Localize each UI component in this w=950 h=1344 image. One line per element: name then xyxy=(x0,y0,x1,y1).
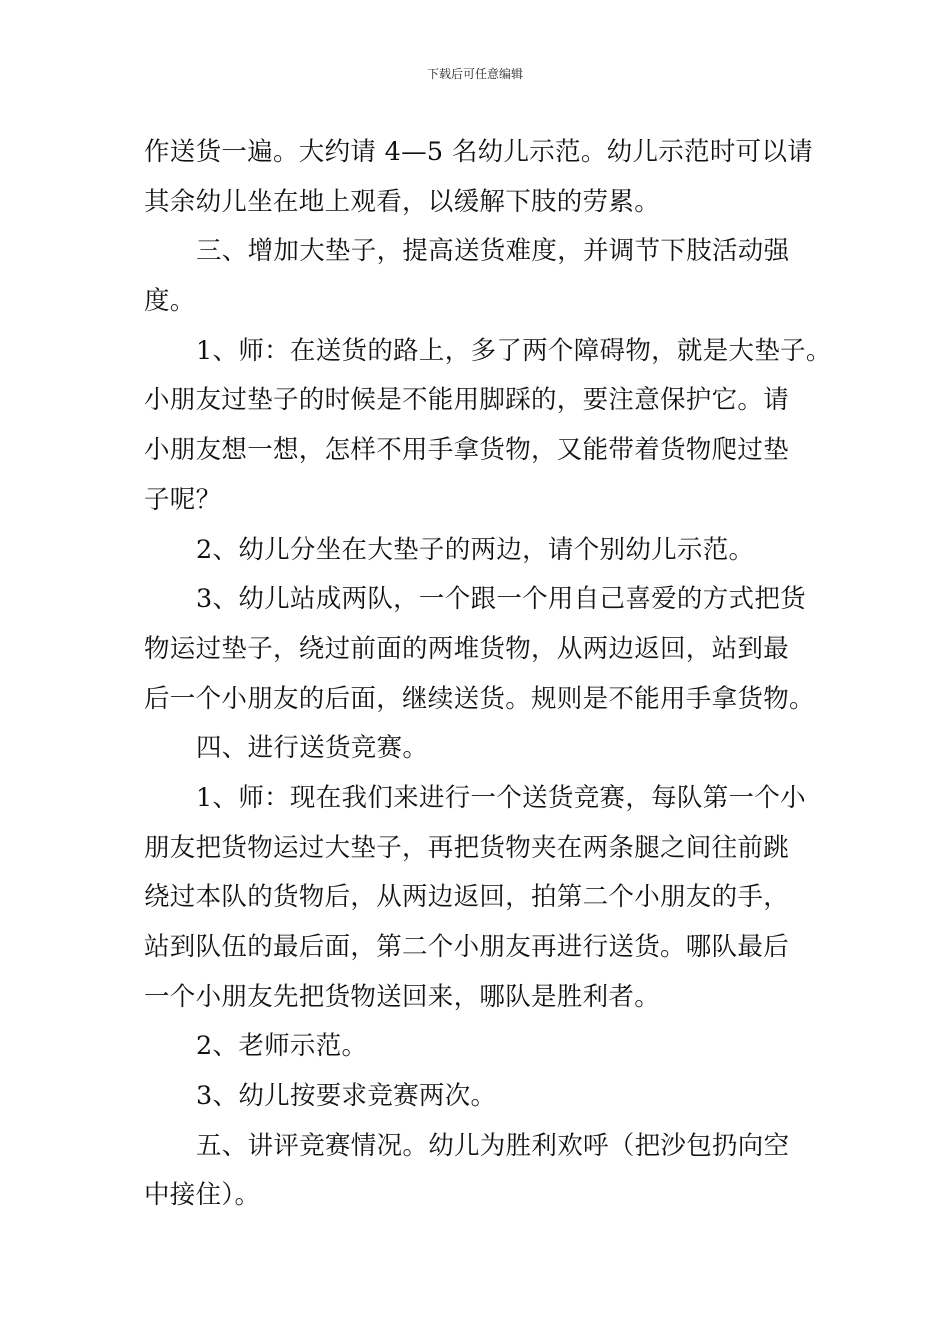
text-line: 小朋友想一想，怎样不用手拿货物，又能带着货物爬过垫 xyxy=(144,435,790,466)
section-heading: 五、讲评竞赛情况。幼儿为胜利欢呼（把沙包扔向空 xyxy=(196,1130,790,1161)
text-line: 绕过本队的货物后，从两边返回，拍第二个小朋友的手， xyxy=(144,882,790,913)
text-line: 朋友把货物运过大垫子，再把货物夹在两条腿之间往前跳 xyxy=(144,832,790,863)
text-line: 后一个小朋友的后面，继续送货。规则是不能用手拿货物。 xyxy=(144,683,815,714)
text-line: 作送货一遍。大约请 4—5 名幼儿示范。幼儿示范时可以请 xyxy=(144,137,814,167)
text-line: 一个小朋友先把货物送回来，哪队是胜利者。 xyxy=(144,981,661,1012)
document-body xyxy=(144,128,832,1221)
text-line: 其余幼儿坐在地上观看，以缓解下肢的劳累。 xyxy=(144,186,661,217)
list-item: 1、师：在送货的路上，多了两个障碍物，就是大垫子。 xyxy=(196,335,832,366)
section-heading: 四、进行送货竞赛。 xyxy=(196,733,429,764)
text-line: 站到队伍的最后面，第二个小朋友再进行送货。哪队最后 xyxy=(144,932,790,962)
text-line: 小朋友过垫子的时候是不能用脚踩的，要注意保护它。请 xyxy=(144,385,790,416)
list-item: 1、师：现在我们来进行一个送货竞赛，每队第一个小 xyxy=(196,782,806,813)
page-header: 下载后可任意编辑 xyxy=(426,67,523,81)
list-item: 3、幼儿站成两队，一个跟一个用自己喜爱的方式把货 xyxy=(196,584,806,615)
list-item: 3、幼儿按要求竞赛两次。 xyxy=(196,1081,497,1112)
text-line: 物运过垫子，绕过前面的两堆货物，从两边返回，站到最 xyxy=(144,633,790,664)
text-line: 度。 xyxy=(144,286,196,317)
text-line: 中接住）。 xyxy=(144,1180,261,1211)
text-line: 子呢？ xyxy=(144,484,222,515)
list-item: 2、老师示范。 xyxy=(196,1031,368,1062)
section-heading: 三、增加大垫子，提高送货难度，并调节下肢活动强 xyxy=(196,236,790,267)
list-item: 2、幼儿分坐在大垫子的两边，请个别幼儿示范。 xyxy=(196,534,755,565)
